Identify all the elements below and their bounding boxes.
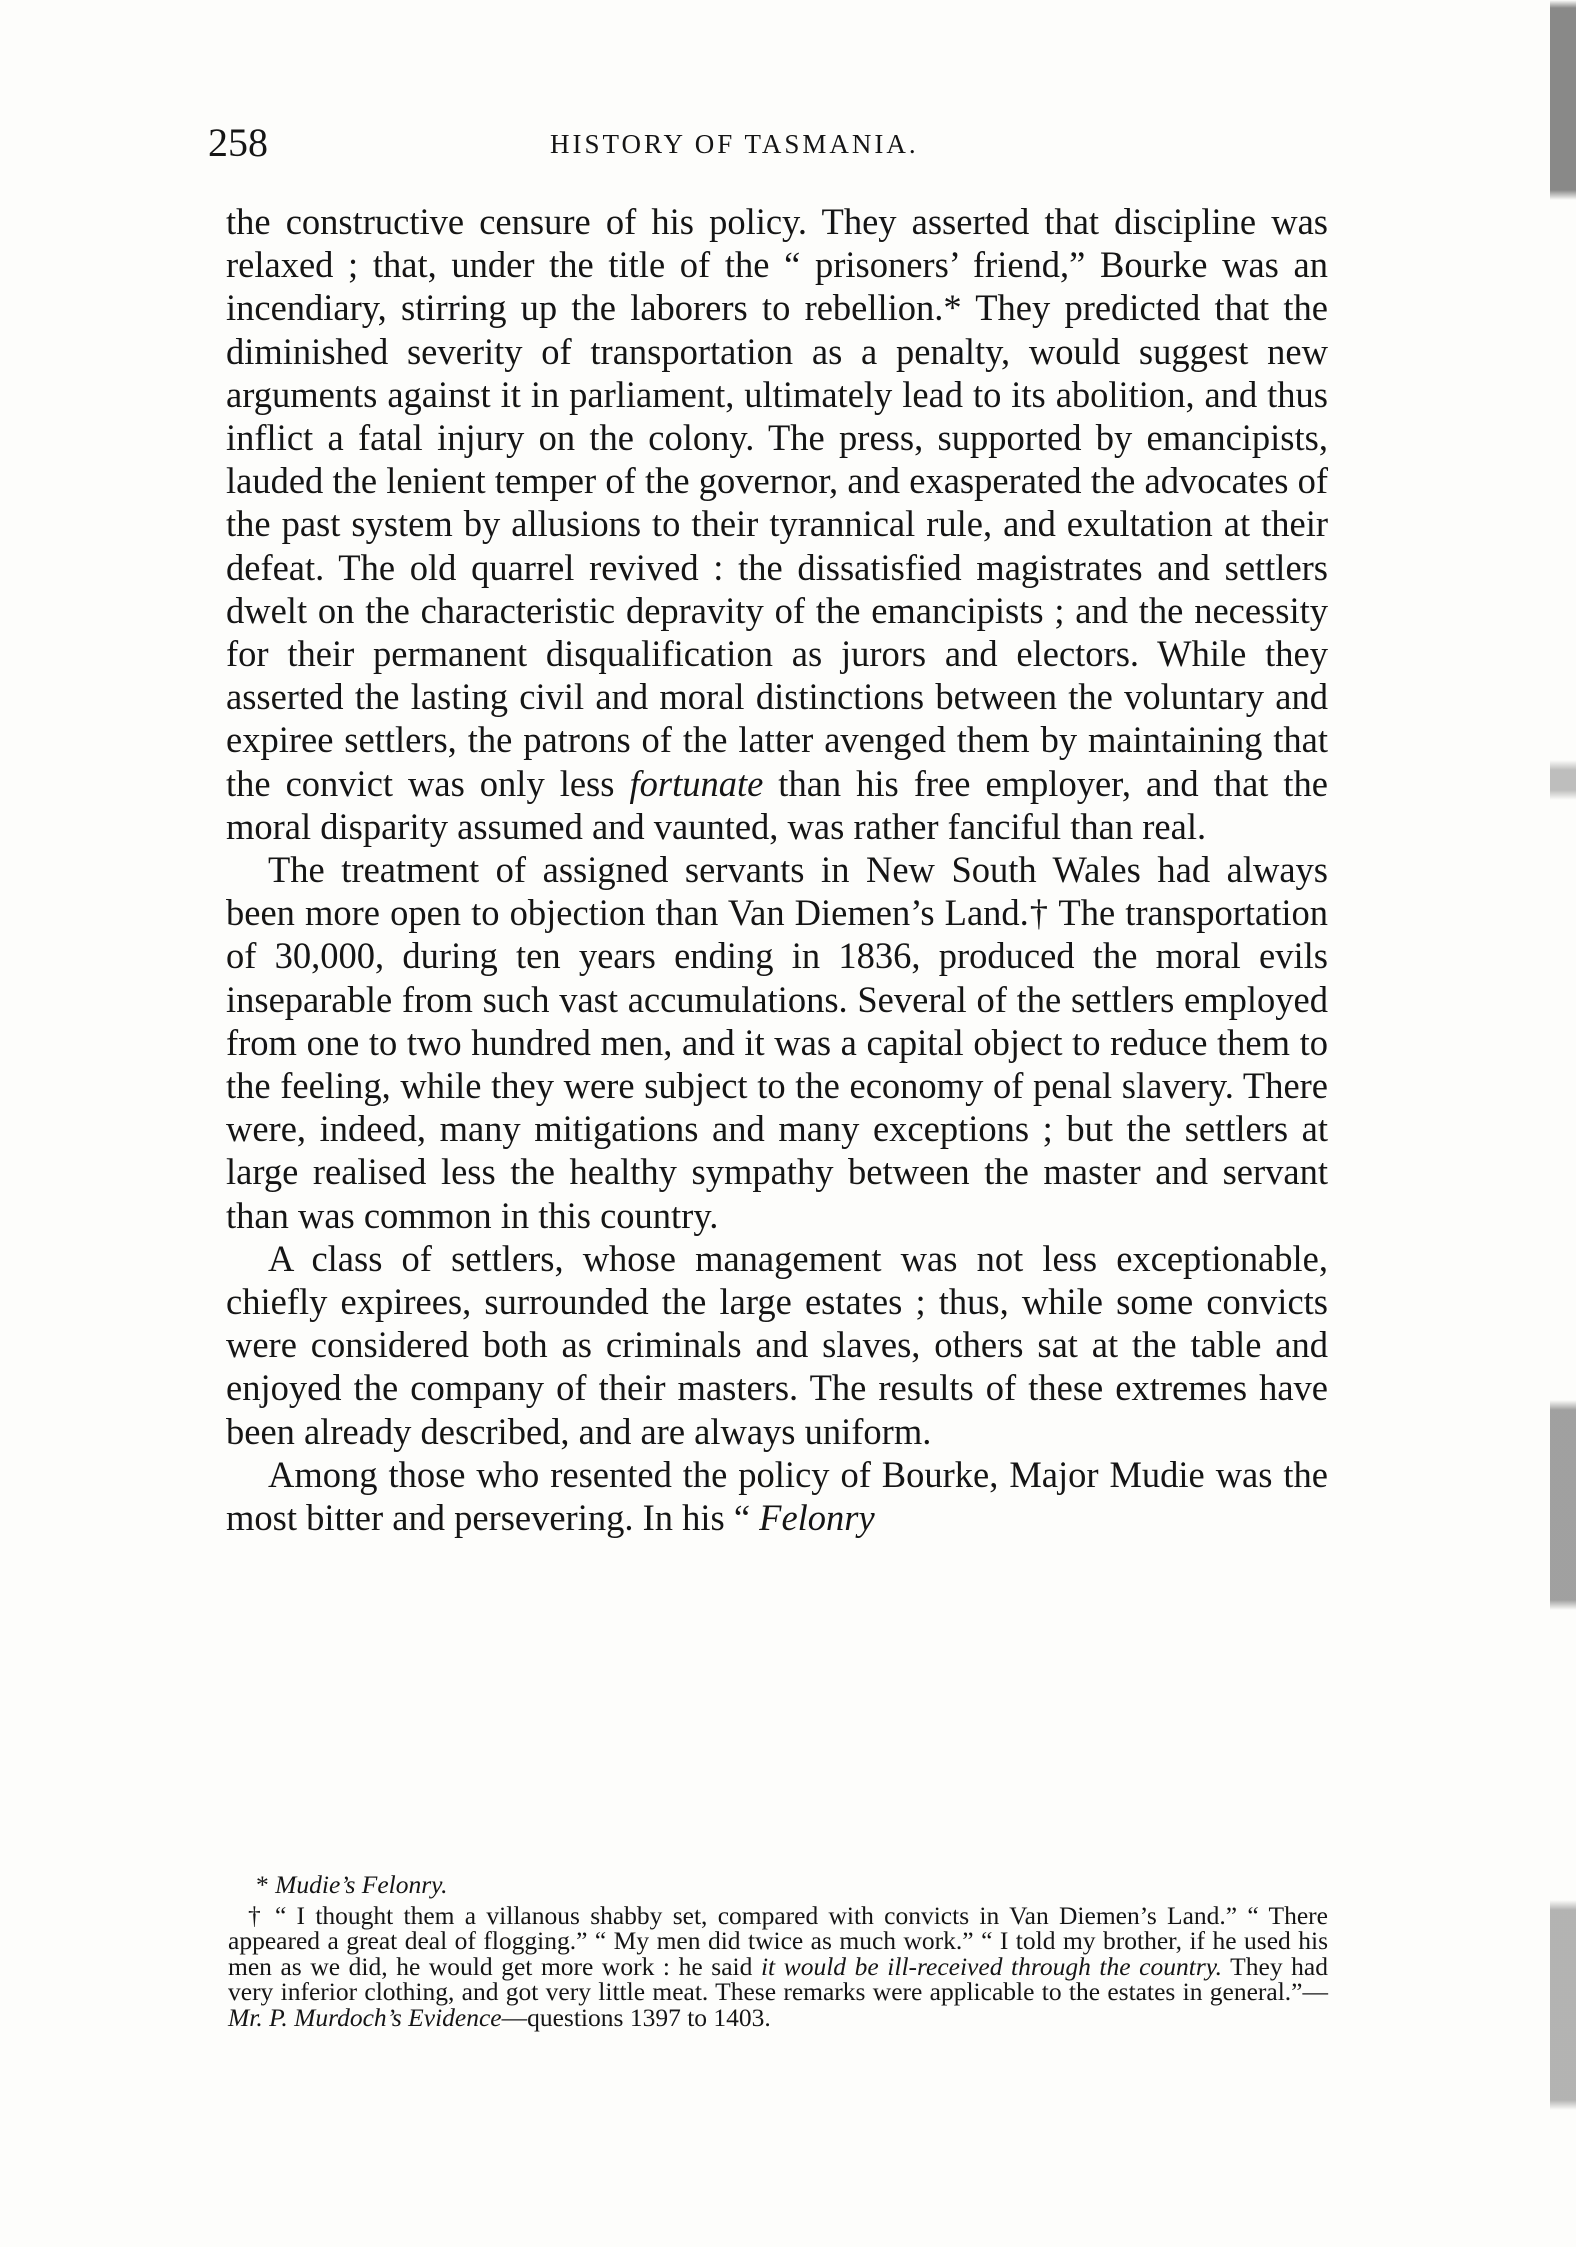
footnote-1-marker: * (256, 1870, 276, 1899)
footnote-2-source: Mr. P. Murdoch’s Evidence (228, 2002, 502, 2032)
paragraph-1-text: the constructive censure of his policy. They asserted that discipline was relaxed ; that, under the title of the “ prisoners’ friend,” Bourke was an incendiary, stirring up the laborers to rebellion.* They predicted that the diminished severity of transportation as a penalty, would suggest new arguments against it in parliament, ultimately lead to its abolition, and thus inflict a fatal injury on the colony. The press, supported by emancipists, lauded the lenient temper of the governor, and exasperated the advocates of the past system by allusions to their tyrannical rule, and exultation at their defeat. The old quarrel revived : the dissatisfied magistrates and settlers dwelt on the characteristic depravity of the emancipists ; and the necessity for their permanent disqualification as jurors and electors. While they asserted the lasting civil and moral distinctions between the voluntary and expiree settlers, the patrons of the latter avenged them by maintaining that the convict was only less (226, 201, 1328, 804)
footnote-2-text-end: —questions 1397 to 1403. (501, 2002, 771, 2032)
paragraph-4-text: Among those who resented the policy of Bourke, Major Mudie was the most bitter and persevering. In his “ (226, 1453, 1328, 1539)
paragraph-4-italic: Felonry (759, 1497, 875, 1539)
paragraph-4 (226, 1453, 1328, 1539)
running-title: HISTORY OF TASMANIA. (550, 129, 919, 159)
footnote-1-text: Mudie’s Felonry. (275, 1870, 448, 1899)
footnote-2-text-mid: They had very inferior clothing, and got very little meat. These remarks were applicable to the estates in general.”— (228, 1951, 1328, 2007)
paragraph-1-italic: fortunate (629, 762, 764, 804)
footnotes (228, 1872, 1328, 2031)
footnote-2-text: † “ I thought them a villanous shabby set, compared with convicts in Van Diemen’s Land.” “ There appeared a great deal of flogging.” “ My men did twice as much work.” “ I told my brother, if he used his men as we did, he would get more work : he said (228, 1900, 1328, 1981)
page-number: 258 (208, 120, 268, 165)
footnote-1 (228, 1872, 1328, 1898)
footnote-2 (228, 1900, 1328, 2032)
footnote-2-italic-quote: it would be ill-received through the country. (760, 1951, 1223, 1981)
paragraph-3: A class of settlers, whose management was not less exceptionable, chiefly expirees, surrounded the large estates ; thus, while some convicts were considered both as criminals and slaves, others sat at the table and enjoyed the company of their masters. The results of these extremes have been already described, and are always uniform. (226, 1237, 1328, 1452)
body-text (226, 200, 1328, 1539)
page-header (208, 118, 1328, 168)
page-edge-shadow (1550, 0, 1576, 2247)
paragraph-1 (226, 200, 1328, 848)
paragraph-1-text-end: than his free employer, and that the moral disparity assumed and vaunted, was rather fanciful than real. (226, 762, 1329, 847)
paragraph-2: The treatment of assigned servants in New South Wales had always been more open to objection than Van Diemen’s Land.† The transportation of 30,000, during ten years ending in 1836, produced the moral evils inseparable from such vast accumulations. Several of the settlers employed from one to two hundred men, and it was a capital object to reduce them to the feeling, while they were subject to the economy of penal slavery. There were, indeed, many mitigations and many exceptions ; but the settlers at large realised less the healthy sympathy between the master and servant than was common in this country. (226, 849, 1328, 1236)
